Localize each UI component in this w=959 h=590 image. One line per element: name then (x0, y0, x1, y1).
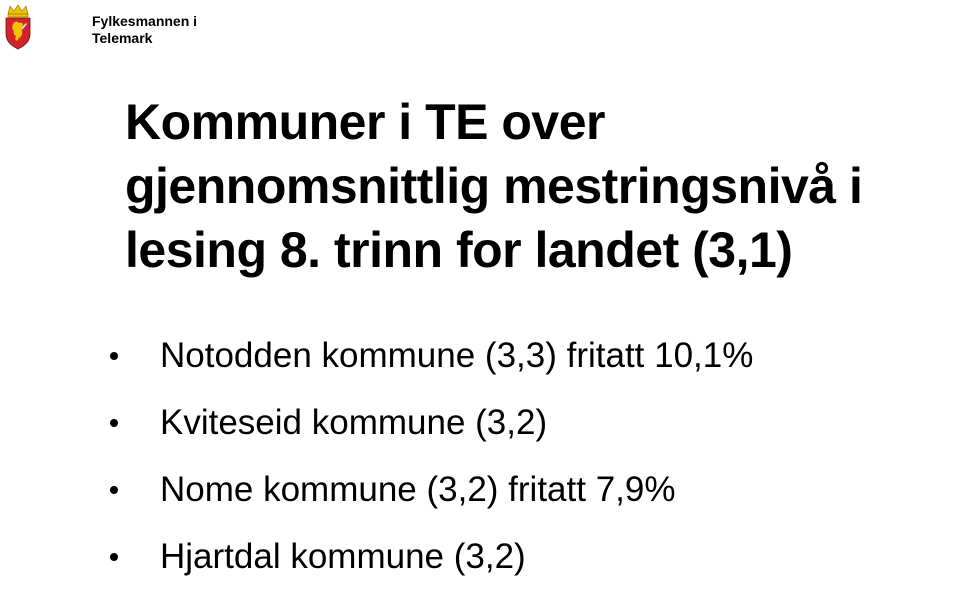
list-item (110, 389, 753, 456)
bullet-text: Nome kommune (3,2) fritatt 7,9% (160, 469, 676, 509)
coat-of-arms-logo (4, 4, 32, 50)
header (4, 4, 222, 50)
bullet-list (110, 322, 753, 590)
bullet-icon (110, 352, 118, 360)
list-item (110, 322, 753, 389)
bullet-text: Notodden kommune (3,3) fritatt 10,1% (160, 335, 754, 375)
bullet-icon (110, 419, 118, 427)
list-item (110, 456, 753, 523)
bullet-text: Hjartdal kommune (3,2) (160, 536, 526, 576)
bullet-text: Kviteseid kommune (3,2) (160, 402, 548, 442)
bullet-icon (110, 553, 118, 561)
bullet-icon (110, 486, 118, 494)
slide-title: Kommuner i TE over gjennomsnittlig mestringsnivå i lesing 8. trinn for landet (3,1) (125, 94, 863, 278)
organization-name: Fylkesmannen i Telemark (92, 13, 198, 46)
